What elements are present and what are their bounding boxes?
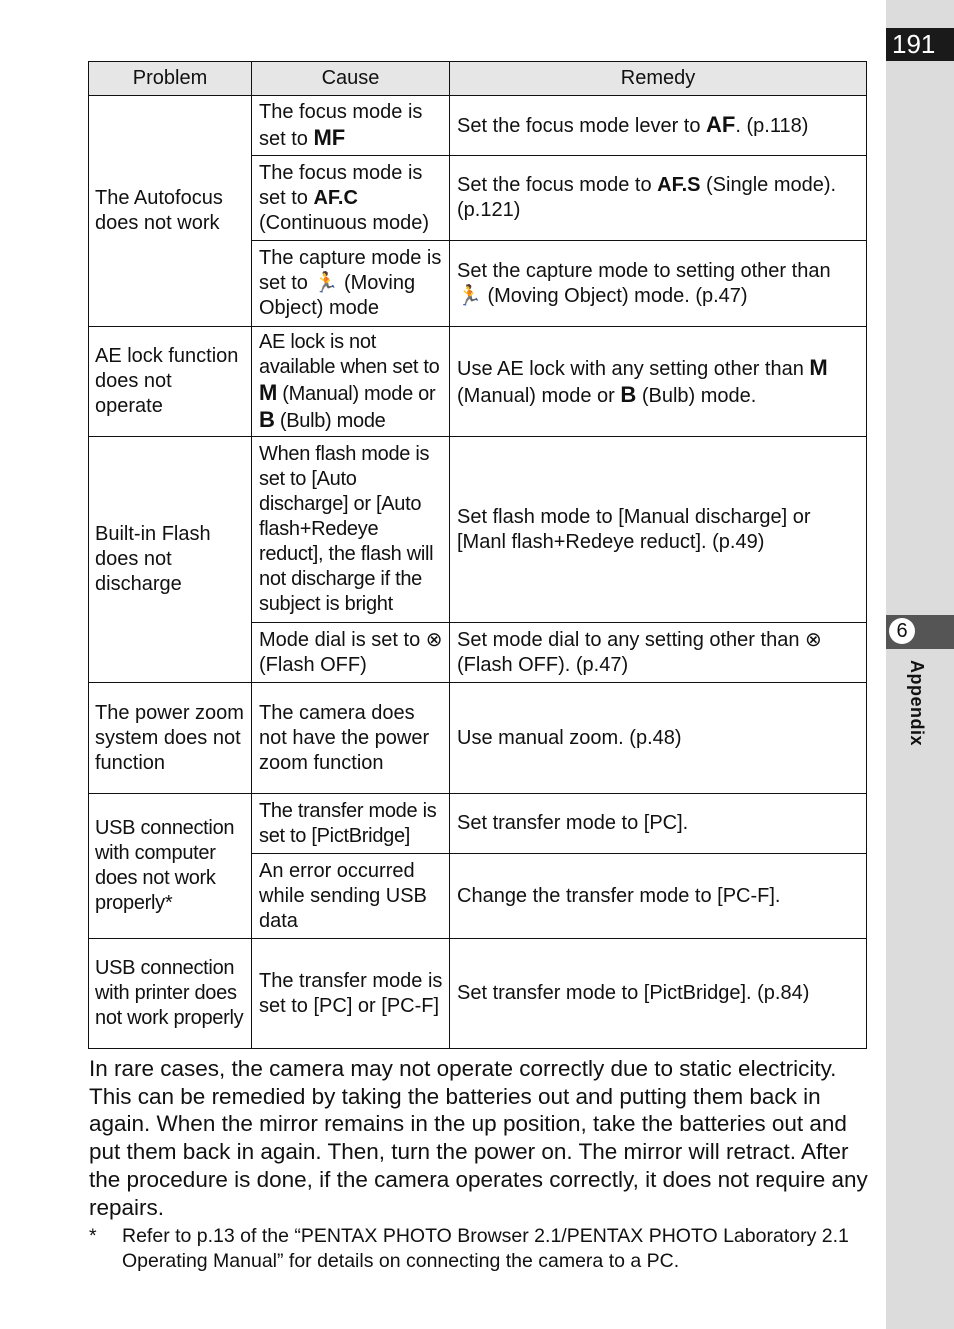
problem-cell: Built-in Flash does not discharge bbox=[89, 437, 252, 683]
table-row bbox=[89, 794, 867, 854]
cause-cell: When flash mode is set to [Auto discharge] or [Auto flash+Redeye reduct], the flash will not discharge if the subject is bright bbox=[252, 437, 450, 623]
table-row bbox=[89, 96, 867, 156]
remedy-cell: Set transfer mode to [PC]. bbox=[450, 794, 867, 854]
moving-object-icon: 🏃 bbox=[457, 284, 482, 307]
table-header-row bbox=[89, 62, 867, 96]
afs-mode-symbol: AF.S bbox=[657, 174, 701, 196]
problem-cell: The power zoom system does not function bbox=[89, 683, 252, 794]
cause-cell: The transfer mode is set to [PictBridge] bbox=[252, 794, 450, 854]
cause-cell: An error occurred while sending USB data bbox=[252, 854, 450, 939]
remedy-cell: Set flash mode to [Manual discharge] or [Manl flash+Redeye reduct]. (p.49) bbox=[450, 437, 867, 623]
problem-cell: The Autofocus does not work bbox=[89, 96, 252, 327]
cause-cell: The transfer mode is set to [PC] or [PC-F] bbox=[252, 939, 450, 1049]
cause-cell: The capture mode is set to 🏃 (Moving Object) mode bbox=[252, 241, 450, 327]
af-lever-symbol: AF bbox=[706, 112, 736, 137]
cause-cell: The focus mode is set to MF bbox=[252, 96, 450, 156]
header-problem: Problem bbox=[89, 62, 252, 96]
header-remedy: Remedy bbox=[450, 62, 867, 96]
footnote-marker: * bbox=[89, 1225, 97, 1247]
chapter-number-badge: 6 bbox=[889, 618, 915, 644]
bulb-mode-symbol: B bbox=[259, 406, 275, 432]
chapter-label: Appendix bbox=[907, 660, 927, 747]
table-row bbox=[89, 327, 867, 437]
remedy-cell: Use manual zoom. (p.48) bbox=[450, 683, 867, 794]
troubleshooting-table bbox=[88, 61, 867, 1049]
footnote-text: Refer to p.13 of the “PENTAX PHOTO Browser 2.1/PENTAX PHOTO Laboratory 2.1 Operating Manual” for details on connecting the camera to a PC. bbox=[122, 1225, 849, 1272]
problem-cell: AE lock function does not operate bbox=[89, 327, 252, 437]
table-row bbox=[89, 683, 867, 794]
remedy-cell: Set the focus mode to AF.S (Single mode). (p.121) bbox=[450, 156, 867, 241]
problem-cell: USB connection with computer does not work properly* bbox=[89, 794, 252, 939]
table-row bbox=[89, 939, 867, 1049]
moving-object-icon: 🏃 bbox=[313, 272, 339, 294]
problem-cell: USB connection with printer does not work properly bbox=[89, 939, 252, 1049]
remedy-cell: Set transfer mode to [PictBridge]. (p.84) bbox=[450, 939, 867, 1049]
manual-mode-symbol: M bbox=[809, 354, 828, 380]
manual-mode-symbol: M bbox=[259, 379, 278, 405]
cause-cell: The camera does not have the power zoom function bbox=[252, 683, 450, 794]
flash-off-icon: ⊗ bbox=[425, 628, 443, 651]
table-row bbox=[89, 437, 867, 623]
remedy-cell: Set the capture mode to setting other than 🏃 (Moving Object) mode. (p.47) bbox=[450, 241, 867, 327]
cause-cell: Mode dial is set to ⊗ (Flash OFF) bbox=[252, 623, 450, 683]
flash-off-icon: ⊗ bbox=[805, 628, 822, 651]
cause-cell: The focus mode is set to AF.C (Continuous mode) bbox=[252, 156, 450, 241]
header-cause: Cause bbox=[252, 62, 450, 96]
footnote bbox=[89, 1224, 879, 1273]
remedy-cell: Set mode dial to any setting other than ⊗ (Flash OFF). (p.47) bbox=[450, 623, 867, 683]
remedy-cell: Set the focus mode lever to AF. (p.118) bbox=[450, 96, 867, 156]
cause-cell: AE lock is not available when set to M (Manual) mode or B (Bulb) mode bbox=[252, 327, 450, 437]
page-number: 191 bbox=[886, 28, 954, 61]
mf-mode-symbol: MF bbox=[313, 124, 346, 150]
static-electricity-note: In rare cases, the camera may not operate correctly due to static electricity. This can be remedied by taking the batteries out and putting them back in again. When the mirror remains in the up position, take the batteries out and put them back in again. Then, turn the power on. The mirror will retract. After the procedure is done, if the camera operates correctly, it does not require any repairs. bbox=[89, 1056, 868, 1220]
bulb-mode-symbol: B bbox=[620, 381, 637, 407]
remedy-cell: Use AE lock with any setting other than M (Manual) mode or B (Bulb) mode. bbox=[450, 327, 867, 437]
remedy-cell: Change the transfer mode to [PC-F]. bbox=[450, 854, 867, 939]
afc-mode-symbol: AF.C bbox=[313, 186, 358, 209]
